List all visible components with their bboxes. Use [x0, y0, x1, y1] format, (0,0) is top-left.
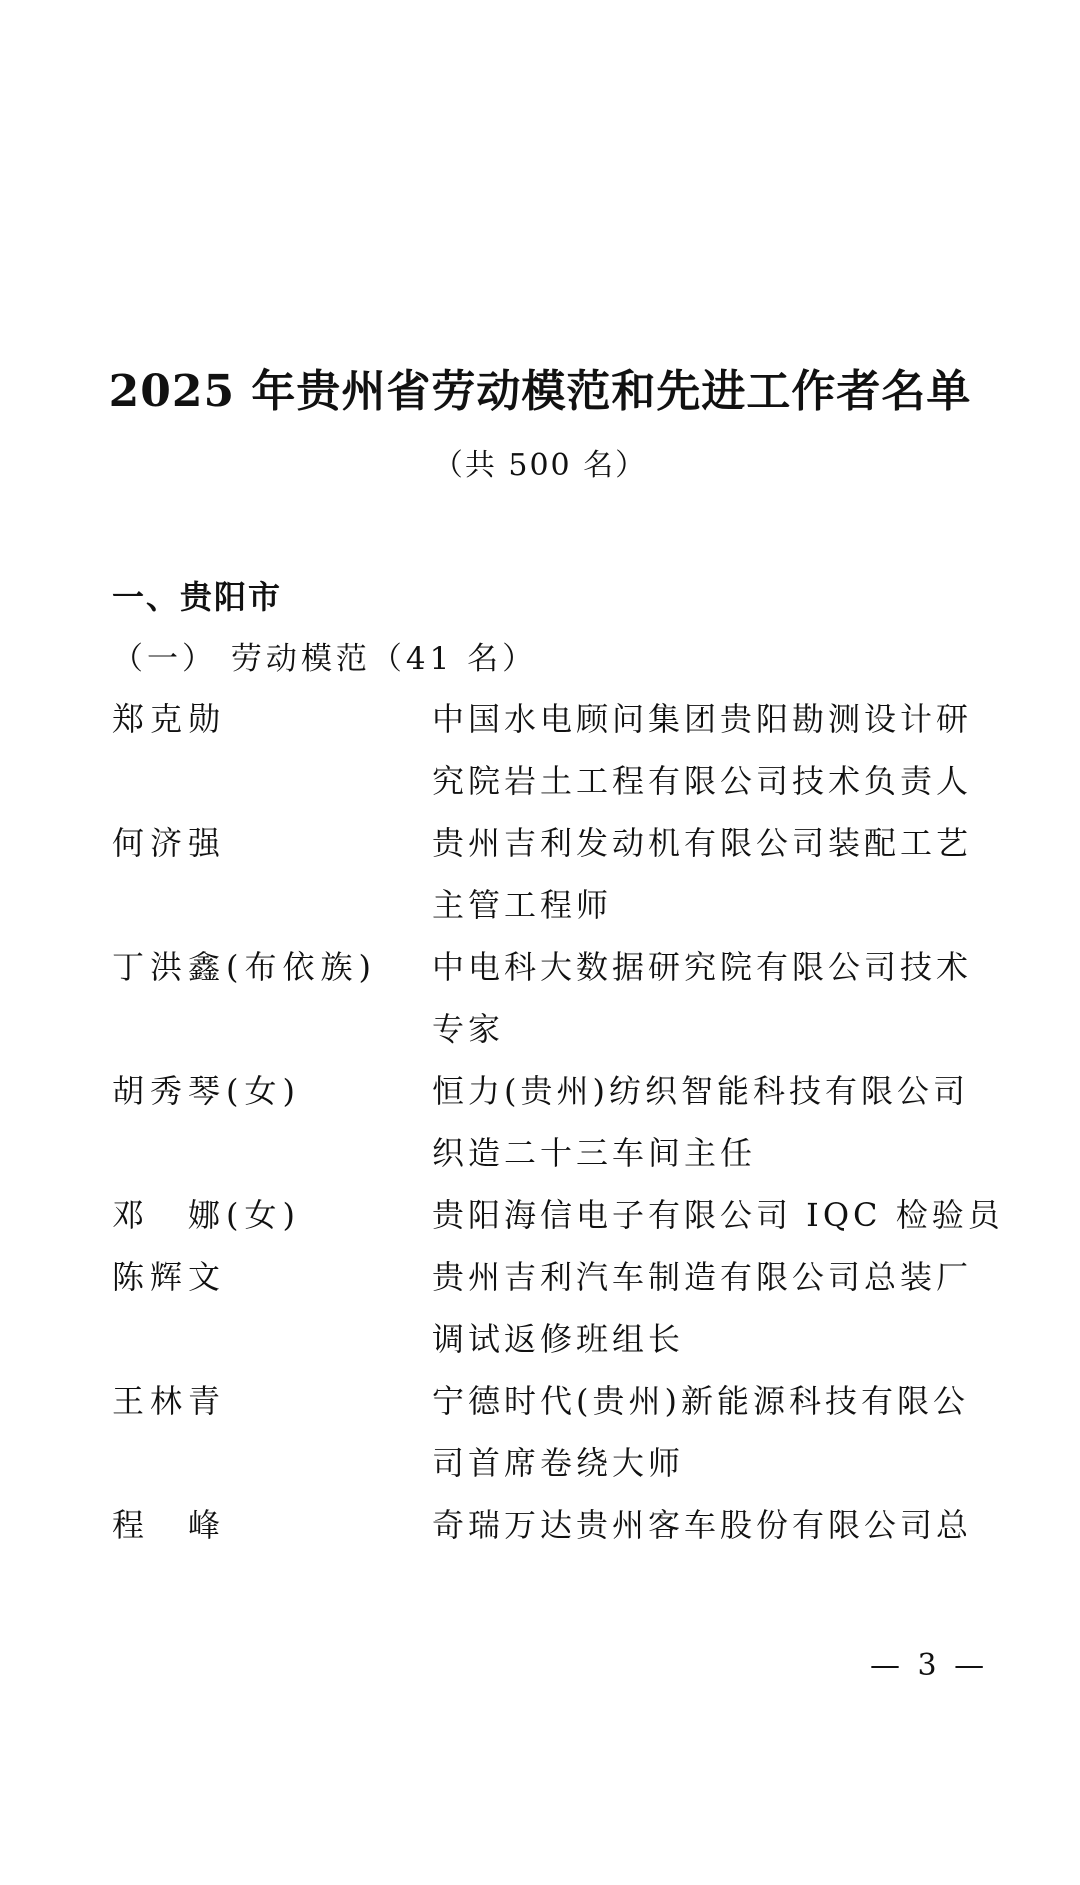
- organization-line: 司首席卷绕大师: [432, 1444, 685, 1482]
- organization-line: 贵州吉利汽车制造有限公司总装厂: [432, 1258, 973, 1296]
- list-item: [112, 1494, 1012, 1556]
- person-organization: [432, 812, 1012, 936]
- organization-line: 恒力(贵州)纺织智能科技有限公司: [432, 1072, 969, 1110]
- person-name: 何济强: [112, 824, 227, 862]
- person-organization: [432, 936, 1012, 1060]
- organization-line: 宁德时代(贵州)新能源科技有限公: [432, 1382, 969, 1420]
- page-number: — 3 —: [870, 1648, 989, 1683]
- person-name: 邓 娜(女): [112, 1196, 301, 1234]
- organization-line: 织造二十三车间主任: [432, 1134, 757, 1172]
- page-title: 2025 年贵州省劳动模范和先进工作者名单: [108, 366, 972, 417]
- subsection-heading: （一） 劳动模范（41 名）: [112, 641, 538, 677]
- section-heading: 一、贵阳市: [112, 578, 283, 616]
- organization-line: 中国水电顾问集团贵阳勘测设计研: [432, 700, 973, 738]
- list-item: [112, 688, 1012, 812]
- person-name: 郑克勋: [112, 700, 227, 738]
- person-organization: [432, 1494, 1012, 1556]
- person-organization: [432, 1370, 1012, 1494]
- person-organization: [432, 688, 1012, 812]
- organization-line: 中电科大数据研究院有限公司技术: [432, 948, 973, 986]
- person-organization: [432, 1246, 1012, 1370]
- entry-list: [112, 688, 1012, 1556]
- person-name: 胡秀琴(女): [112, 1072, 301, 1110]
- person-name: 王林青: [112, 1382, 227, 1420]
- person-organization: [432, 1184, 1012, 1246]
- list-item: [112, 1184, 1012, 1246]
- person-name: 丁洪鑫(布依族): [112, 948, 377, 986]
- list-item: [112, 1246, 1012, 1370]
- organization-line: 主管工程师: [432, 886, 613, 924]
- person-name: 程 峰: [112, 1506, 227, 1544]
- organization-line: 贵州吉利发动机有限公司装配工艺: [432, 824, 973, 862]
- person-organization: [432, 1060, 1012, 1184]
- list-item: [112, 812, 1012, 936]
- list-item: [112, 1060, 1012, 1184]
- organization-line: 专家: [432, 1010, 505, 1048]
- organization-line: 贵阳海信电子有限公司 IQC 检验员: [432, 1196, 1004, 1234]
- organization-line: 调试返修班组长: [432, 1320, 685, 1358]
- page-subtitle: （共 500 名）: [432, 448, 648, 483]
- organization-line: 奇瑞万达贵州客车股份有限公司总: [432, 1506, 973, 1544]
- list-item: [112, 936, 1012, 1060]
- list-item: [112, 1370, 1012, 1494]
- organization-line: 究院岩土工程有限公司技术负责人: [432, 762, 973, 800]
- person-name: 陈辉文: [112, 1258, 227, 1296]
